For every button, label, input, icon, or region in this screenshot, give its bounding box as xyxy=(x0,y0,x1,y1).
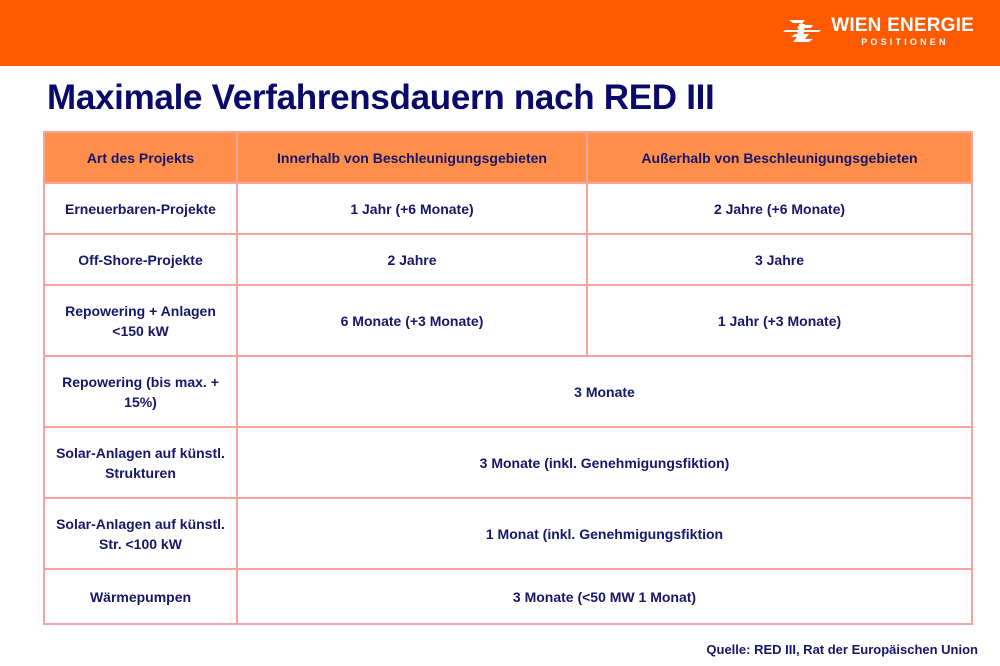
inside-duration-cell: 1 Jahr (+6 Monate) xyxy=(237,183,587,234)
column-header-project-type: Art des Projekts xyxy=(44,132,237,183)
brand-name: WIEN ENERGIE xyxy=(831,15,974,36)
table-row xyxy=(44,427,972,498)
project-type-cell: Wärmepumpen xyxy=(44,569,237,624)
project-type-cell: Repowering + Anlagen <150 kW xyxy=(44,285,237,356)
table-row xyxy=(44,569,972,624)
merged-duration-cell: 3 Monate xyxy=(237,356,972,427)
column-header-inside: Innerhalb von Beschleunigungsgebieten xyxy=(237,132,587,183)
merged-duration-cell: 1 Monat (inkl. Genehmigungsfiktion xyxy=(237,498,972,569)
project-type-cell: Erneuerbaren-Projekte xyxy=(44,183,237,234)
header-bar xyxy=(0,0,1000,66)
table-header-row xyxy=(44,132,972,183)
column-header-outside: Außerhalb von Beschleunigungsgebieten xyxy=(587,132,972,183)
outside-duration-cell: 3 Jahre xyxy=(587,234,972,285)
table-row xyxy=(44,234,972,285)
table-row xyxy=(44,498,972,569)
inside-duration-cell: 6 Monate (+3 Monate) xyxy=(237,285,587,356)
outside-duration-cell: 1 Jahr (+3 Monate) xyxy=(587,285,972,356)
project-type-cell: Off-Shore-Projekte xyxy=(44,234,237,285)
table-row xyxy=(44,285,972,356)
wien-energie-star-icon xyxy=(783,18,823,44)
merged-duration-cell: 3 Monate (<50 MW 1 Monat) xyxy=(237,569,972,624)
source-caption: Quelle: RED III, Rat der Europäischen Union xyxy=(706,642,978,657)
project-type-cell: Solar-Anlagen auf künstl. Strukturen xyxy=(44,427,237,498)
durations-table xyxy=(43,131,973,625)
table-row xyxy=(44,183,972,234)
project-type-cell: Solar-Anlagen auf künstl. Str. <100 kW xyxy=(44,498,237,569)
merged-duration-cell: 3 Monate (inkl. Genehmigungsfiktion) xyxy=(237,427,972,498)
outside-duration-cell: 2 Jahre (+6 Monate) xyxy=(587,183,972,234)
table-row xyxy=(44,356,972,427)
project-type-cell: Repowering (bis max. + 15%) xyxy=(44,356,237,427)
page-title: Maximale Verfahrensdauern nach RED III xyxy=(47,78,715,117)
brand-subtitle: POSITIONEN xyxy=(861,37,949,47)
inside-duration-cell: 2 Jahre xyxy=(237,234,587,285)
brand-logo xyxy=(783,16,974,48)
